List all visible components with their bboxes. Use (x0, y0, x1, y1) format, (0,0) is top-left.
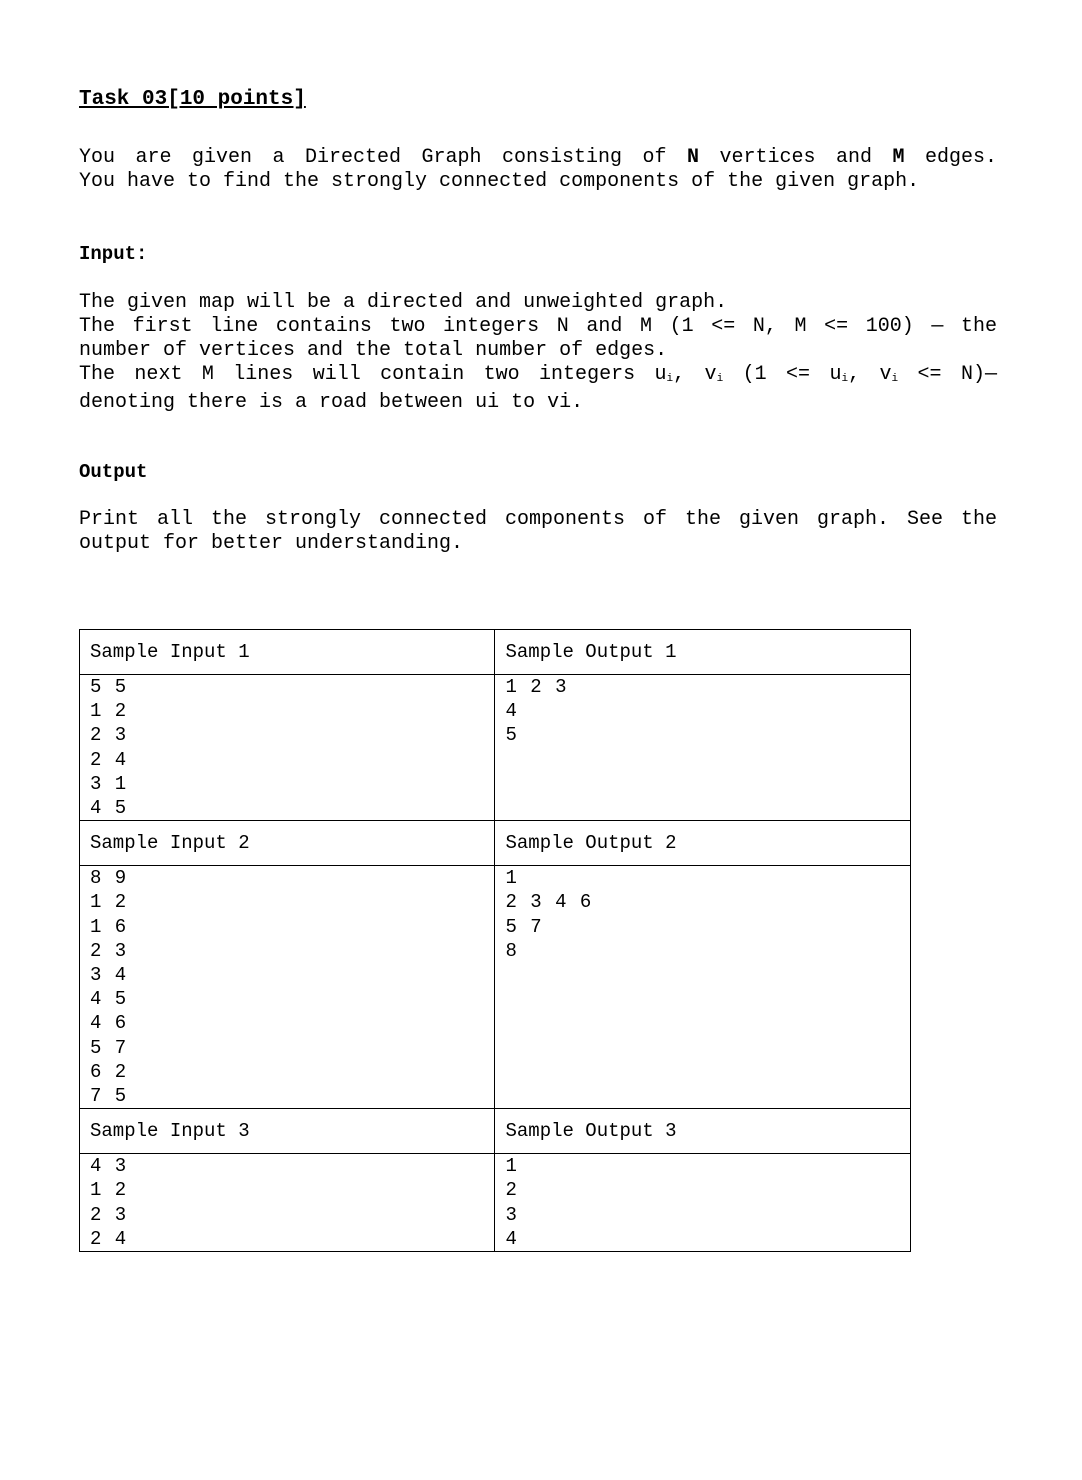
sample-header-row (80, 821, 911, 866)
sample-input-cell (80, 1154, 495, 1252)
sample-output-label: Sample Output 3 (495, 1109, 911, 1154)
subscript: i (716, 373, 724, 385)
sample-body-row (80, 675, 911, 821)
sample-input-line: 6 2 (90, 1060, 128, 1083)
subscript: i (891, 373, 899, 385)
sample-body-row (80, 866, 911, 1109)
output-line-2: output for better understanding. (79, 532, 464, 555)
subscript: i (666, 373, 674, 385)
sample-output-line: 4 (505, 700, 518, 723)
sample-output-cell (495, 675, 911, 821)
input-line-5: denoting there is a road between ui to vi. (79, 391, 584, 414)
input-text: , v (673, 363, 717, 386)
sample-input-label: Sample Input 3 (80, 1109, 495, 1154)
sample-output-line: 8 (505, 939, 518, 962)
input-paragraph (79, 291, 997, 415)
m-variable: M (892, 146, 905, 169)
sample-output-line: 1 (505, 1155, 518, 1178)
sample-output-label: Sample Output 1 (495, 630, 911, 675)
sample-input-line: 4 5 (90, 988, 128, 1011)
sample-input-line: 1 2 (90, 1179, 128, 1202)
sample-input-label: Sample Input 1 (80, 630, 495, 675)
intro-text: vertices and (699, 146, 893, 169)
intro-paragraph (79, 146, 997, 194)
input-text: , v (848, 363, 892, 386)
intro-text: You are given a Directed Graph consisting of (79, 146, 687, 169)
subscript: i (841, 373, 849, 385)
intro-line-2: You have to find the strongly connected components of the given graph. (79, 170, 920, 193)
sample-output-line: 1 (505, 867, 518, 890)
sample-input-line: 4 3 (90, 1155, 128, 1178)
input-heading: Input: (79, 243, 148, 265)
sample-output-line: 4 (505, 1227, 518, 1250)
samples-table (79, 629, 911, 1252)
sample-input-line: 2 3 (90, 724, 128, 747)
sample-input-line: 2 3 (90, 939, 128, 962)
task-title: Task 03[10 points] (79, 88, 306, 111)
input-text: <= N)— (898, 363, 997, 386)
intro-text: edges. (904, 146, 997, 169)
sample-input-cell (80, 866, 495, 1109)
input-line-1: The given map will be a directed and unweighted graph. (79, 291, 728, 314)
output-paragraph (79, 508, 997, 556)
sample-input-line: 2 4 (90, 748, 128, 771)
sample-input-line: 5 5 (90, 676, 128, 698)
sample-input-line: 3 4 (90, 964, 128, 987)
sample-output-cell (495, 1154, 911, 1252)
output-heading: Output (79, 461, 148, 483)
input-line-3: number of vertices and the total number of edges. (79, 339, 668, 362)
sample-output-line: 3 (505, 1203, 518, 1226)
sample-input-line: 3 1 (90, 772, 128, 795)
input-text: (1 <= u (723, 363, 842, 386)
intro-line-1 (79, 146, 997, 170)
sample-body-row (80, 1154, 911, 1252)
samples-table-body (80, 630, 911, 1252)
sample-output-line: 5 7 (505, 915, 543, 938)
output-line-1: Print all the strongly connected components of the given graph. See the (79, 508, 997, 531)
sample-output-label: Sample Output 2 (495, 821, 911, 866)
sample-input-line: 8 9 (90, 867, 128, 890)
sample-input-line: 2 4 (90, 1227, 128, 1250)
sample-output-line: 2 (505, 1179, 518, 1202)
input-text: The next M lines will contain two integers u (79, 363, 667, 386)
sample-input-line: 7 5 (90, 1085, 128, 1108)
sample-input-line: 4 5 (90, 797, 128, 820)
input-line-2: The first line contains two integers N and M (1 <= N, M <= 100) — the (79, 315, 997, 338)
sample-header-row (80, 1109, 911, 1154)
sample-output-cell (495, 866, 911, 1109)
sample-input-line: 1 2 (90, 891, 128, 914)
sample-header-row (80, 630, 911, 675)
sample-input-line: 1 6 (90, 915, 128, 938)
input-line-4 (79, 363, 997, 391)
sample-output-line: 2 3 4 6 (505, 891, 593, 914)
sample-input-cell (80, 675, 495, 821)
sample-input-line: 1 2 (90, 700, 128, 723)
n-variable: N (686, 146, 699, 169)
sample-output-line: 1 2 3 (505, 676, 568, 698)
sample-input-line: 4 6 (90, 1012, 128, 1035)
sample-input-line: 2 3 (90, 1203, 128, 1226)
sample-input-label: Sample Input 2 (80, 821, 495, 866)
sample-input-line: 5 7 (90, 1036, 128, 1059)
sample-output-line: 5 (505, 724, 518, 747)
